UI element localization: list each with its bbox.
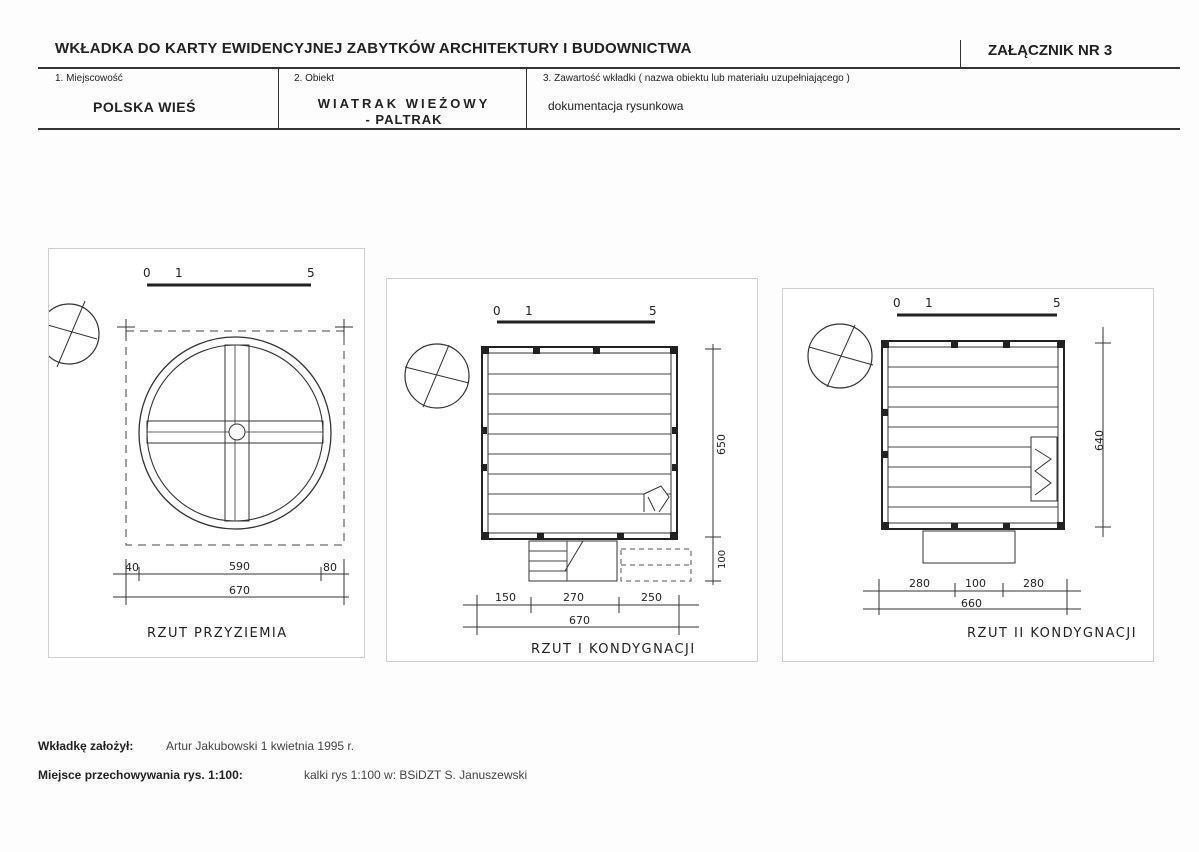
second-floor-plan bbox=[783, 289, 1153, 661]
dimension-right: 640 bbox=[1093, 430, 1106, 451]
floor-plank-layout bbox=[881, 340, 1065, 530]
ladder-opening bbox=[923, 531, 1015, 563]
drawing-caption: RZUT PRZYZIEMIA bbox=[147, 626, 288, 641]
dimension-label: 150 bbox=[495, 591, 516, 604]
floor-plank-layout bbox=[481, 346, 678, 540]
north-arrow-icon bbox=[405, 344, 469, 408]
scale-label: 1 bbox=[525, 304, 533, 318]
dimension-total: 660 bbox=[961, 597, 982, 610]
drawing-sheet-first-floor bbox=[386, 278, 758, 662]
dimension-label: 280 bbox=[1023, 577, 1044, 590]
dimension-right-small: 100 bbox=[717, 549, 728, 569]
dimension-total: 670 bbox=[229, 584, 250, 597]
author-label: Wkładkę założył: bbox=[38, 739, 134, 753]
author-value: Artur Jakubowski 1 kwietnia 1995 r. bbox=[166, 739, 355, 753]
dimension-right: 650 bbox=[715, 434, 728, 455]
scale-label: 5 bbox=[649, 304, 657, 318]
round-foundation bbox=[139, 337, 331, 529]
field-divider-2 bbox=[526, 68, 527, 128]
entrance-steps bbox=[529, 541, 691, 581]
drawing-caption: RZUT II KONDYGNACJI bbox=[967, 626, 1138, 641]
ground-floor-plan bbox=[49, 249, 364, 657]
annex-number: ZAŁĄCZNIK NR 3 bbox=[988, 42, 1113, 59]
header-divider bbox=[960, 40, 961, 68]
field-divider-1 bbox=[278, 68, 279, 128]
dimension-label: 270 bbox=[563, 591, 584, 604]
locality-value: POLSKA WIEŚ bbox=[93, 99, 196, 115]
dimension-label: 590 bbox=[229, 560, 250, 573]
fields-rule bbox=[38, 128, 1180, 130]
north-arrow-icon bbox=[49, 301, 99, 367]
dimension-label: 100 bbox=[965, 577, 986, 590]
storage-value: kalki rys 1:100 w: BSiDZT S. Januszewski bbox=[304, 768, 528, 782]
drawing-sheet-ground-floor bbox=[48, 248, 365, 658]
scale-label: 1 bbox=[925, 296, 933, 310]
card-title: WKŁADKA DO KARTY EWIDENCYJNEJ ZABYTKÓW ARCHITEKTURY I BUDOWNICTWA bbox=[55, 40, 692, 57]
scale-label: 0 bbox=[893, 296, 901, 310]
dimension-label: 40 bbox=[125, 561, 139, 574]
north-arrow-icon bbox=[808, 324, 873, 388]
locality-label: 1. Miejscowość bbox=[55, 73, 123, 84]
scale-label: 0 bbox=[143, 266, 151, 280]
drawing-sheet-second-floor bbox=[782, 288, 1154, 662]
content-value: dokumentacja rysunkowa bbox=[548, 99, 684, 113]
header-rule bbox=[38, 67, 1180, 69]
dimension-label: 250 bbox=[641, 591, 662, 604]
drawing-caption: RZUT I KONDYGNACJI bbox=[531, 642, 696, 657]
object-label: 2. Obiekt bbox=[294, 73, 335, 84]
object-value-line2: - PALTRAK bbox=[365, 112, 443, 127]
scale-label: 1 bbox=[175, 266, 183, 280]
scale-label: 5 bbox=[1053, 296, 1061, 310]
scale-label: 0 bbox=[493, 304, 501, 318]
dimension-total: 670 bbox=[569, 614, 590, 627]
dimension-label: 280 bbox=[909, 577, 930, 590]
first-floor-plan bbox=[387, 279, 757, 661]
storage-label: Miejsce przechowywania rys. 1:100: bbox=[38, 768, 243, 782]
object-value-line1: WIATRAK WIEŻOWY bbox=[317, 96, 491, 111]
content-label: 3. Zawartość wkładki ( nazwa obiektu lub materiału uzupełniającego ) bbox=[543, 73, 850, 84]
scale-label: 5 bbox=[307, 266, 315, 280]
dimension-label: 80 bbox=[323, 561, 337, 574]
